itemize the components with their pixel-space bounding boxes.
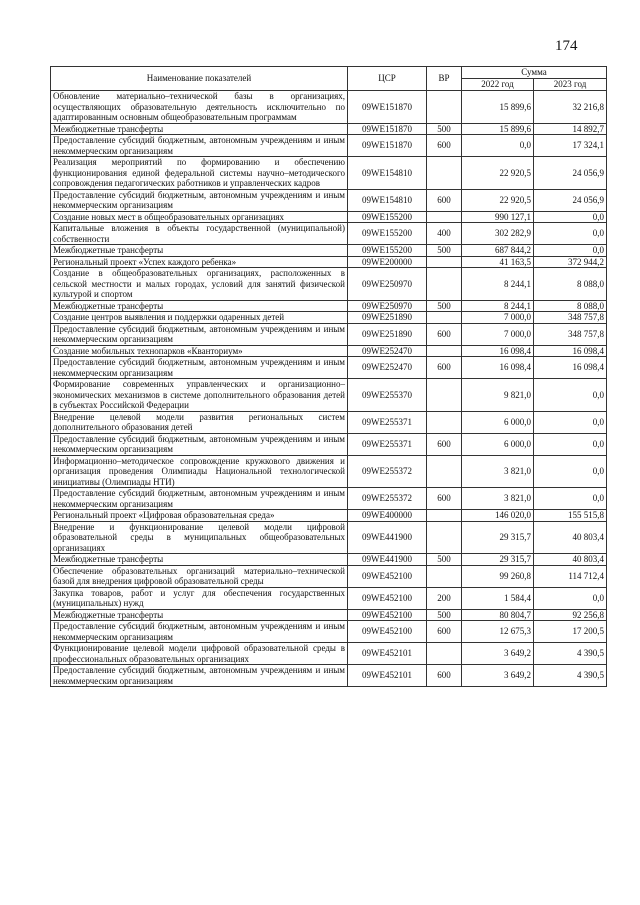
row-csr: 09WE250970 — [348, 300, 427, 312]
header-year-2023: 2023 год — [534, 79, 607, 91]
row-sum-2022: 990 127,1 — [462, 211, 534, 223]
row-name: Предоставление субсидий бюджетным, автономным учреждениям и иным некоммерческим организациям — [51, 323, 348, 345]
row-sum-2022: 1 584,4 — [462, 587, 534, 609]
row-sum-2023: 24 056,9 — [534, 157, 607, 190]
row-sum-2022: 15 899,6 — [462, 123, 534, 135]
row-name: Создание мобильных технопарков «Кванториум» — [51, 345, 348, 357]
row-name: Внедрение целевой модели развития региональных систем дополнительного образования детей — [51, 411, 348, 433]
budget-table — [50, 66, 607, 687]
row-sum-2022: 16 098,4 — [462, 357, 534, 379]
row-sum-2022: 22 920,5 — [462, 157, 534, 190]
row-name: Закупка товаров, работ и услуг для обеспечения государственных (муниципальных) нужд — [51, 587, 348, 609]
row-csr: 09WE252470 — [348, 345, 427, 357]
table-body — [51, 91, 607, 687]
row-sum-2022: 3 821,0 — [462, 455, 534, 488]
row-vr — [427, 312, 462, 324]
row-sum-2023: 0,0 — [534, 587, 607, 609]
row-sum-2023: 0,0 — [534, 245, 607, 257]
row-sum-2022: 16 098,4 — [462, 345, 534, 357]
row-sum-2023: 0,0 — [534, 379, 607, 412]
row-name: Функционирование целевой модели цифровой образовательной среды в профессиональных образовательных организациях — [51, 643, 348, 665]
row-vr — [427, 91, 462, 124]
table-row — [51, 621, 607, 643]
row-csr: 09WE255370 — [348, 379, 427, 412]
row-vr — [427, 565, 462, 587]
row-sum-2022: 3 649,2 — [462, 643, 534, 665]
row-csr: 09WE155200 — [348, 245, 427, 257]
table-row — [51, 189, 607, 211]
row-sum-2023: 16 098,4 — [534, 345, 607, 357]
row-name: Предоставление субсидий бюджетным, автономным учреждениям и иным некоммерческим организациям — [51, 621, 348, 643]
row-csr: 09WE452100 — [348, 621, 427, 643]
table-row — [51, 157, 607, 190]
row-vr: 600 — [427, 135, 462, 157]
row-sum-2023: 114 712,4 — [534, 565, 607, 587]
table-row — [51, 91, 607, 124]
row-sum-2022: 29 315,7 — [462, 554, 534, 566]
row-sum-2023: 0,0 — [534, 455, 607, 488]
row-csr: 09WE441900 — [348, 521, 427, 554]
row-name: Создание центров выявления и поддержки одаренных детей — [51, 312, 348, 324]
row-sum-2023: 372 944,2 — [534, 256, 607, 268]
row-name: Предоставление субсидий бюджетным, автономным учреждениям и иным некоммерческим организациям — [51, 189, 348, 211]
row-vr — [427, 211, 462, 223]
row-csr: 09WE151870 — [348, 135, 427, 157]
table-row — [51, 268, 607, 301]
row-name: Предоставление субсидий бюджетным, автономным учреждениям и иным некоммерческим организациям — [51, 433, 348, 455]
row-csr: 09WE154810 — [348, 189, 427, 211]
header-sum: Сумма — [462, 67, 607, 79]
row-sum-2023: 8 088,0 — [534, 268, 607, 301]
row-vr — [427, 411, 462, 433]
header-year-2022: 2022 год — [462, 79, 534, 91]
row-vr — [427, 455, 462, 488]
row-sum-2023: 32 216,8 — [534, 91, 607, 124]
row-sum-2023: 40 803,4 — [534, 554, 607, 566]
row-vr — [427, 256, 462, 268]
row-sum-2023: 24 056,9 — [534, 189, 607, 211]
table-row — [51, 554, 607, 566]
row-csr: 09WE452100 — [348, 609, 427, 621]
row-csr: 09WE441900 — [348, 554, 427, 566]
row-vr: 600 — [427, 488, 462, 510]
row-vr — [427, 345, 462, 357]
row-csr: 09WE255372 — [348, 455, 427, 488]
row-csr: 09WE400000 — [348, 510, 427, 522]
row-sum-2023: 348 757,8 — [534, 312, 607, 324]
row-sum-2023: 4 390,5 — [534, 643, 607, 665]
row-sum-2022: 9 821,0 — [462, 379, 534, 412]
row-sum-2023: 14 892,7 — [534, 123, 607, 135]
table-row — [51, 323, 607, 345]
row-sum-2023: 0,0 — [534, 411, 607, 433]
row-csr: 09WE200000 — [348, 256, 427, 268]
row-vr — [427, 268, 462, 301]
table-row — [51, 521, 607, 554]
row-name: Внедрение и функционирование целевой модели цифровой образовательной среды в муниципальных общеобразовательных организациях — [51, 521, 348, 554]
row-csr: 09WE151870 — [348, 123, 427, 135]
row-name: Предоставление субсидий бюджетным, автономным учреждениям и иным некоммерческим организациям — [51, 357, 348, 379]
row-sum-2023: 0,0 — [534, 433, 607, 455]
row-csr: 09WE250970 — [348, 268, 427, 301]
table-row — [51, 379, 607, 412]
row-csr: 09WE251890 — [348, 323, 427, 345]
row-name: Обновление материально–технической базы в организациях, осуществляющих образовательную деятельность исключительно по адаптированным основным общеобразовательным программам — [51, 91, 348, 124]
row-sum-2022: 41 163,5 — [462, 256, 534, 268]
row-csr: 09WE151870 — [348, 91, 427, 124]
row-csr: 09WE452101 — [348, 643, 427, 665]
row-sum-2022: 80 804,7 — [462, 609, 534, 621]
row-sum-2023: 4 390,5 — [534, 665, 607, 687]
row-csr: 09WE452100 — [348, 587, 427, 609]
row-csr: 09WE452100 — [348, 565, 427, 587]
row-csr: 09WE251890 — [348, 312, 427, 324]
table-row — [51, 223, 607, 245]
row-sum-2022: 302 282,9 — [462, 223, 534, 245]
row-sum-2022: 7 000,0 — [462, 323, 534, 345]
table-row — [51, 587, 607, 609]
table-row — [51, 211, 607, 223]
row-vr — [427, 157, 462, 190]
row-sum-2022: 12 675,3 — [462, 621, 534, 643]
row-sum-2023: 17 324,1 — [534, 135, 607, 157]
row-sum-2023: 40 803,4 — [534, 521, 607, 554]
row-name: Создание в общеобразовательных организациях, расположенных в сельской местности и малых городах, условий для занятий физической культурой и спортом — [51, 268, 348, 301]
row-name: Предоставление субсидий бюджетным, автономным учреждениям и иным некоммерческим организациям — [51, 135, 348, 157]
row-name: Капитальные вложения в объекты государственной (муниципальной) собственности — [51, 223, 348, 245]
row-sum-2022: 8 244,1 — [462, 300, 534, 312]
row-vr: 200 — [427, 587, 462, 609]
row-sum-2022: 99 260,8 — [462, 565, 534, 587]
row-vr: 500 — [427, 554, 462, 566]
table-row — [51, 135, 607, 157]
row-sum-2022: 146 020,0 — [462, 510, 534, 522]
row-vr — [427, 643, 462, 665]
row-name: Информационно–методическое сопровождение кружкового движения и организация проведения Олимпиады Национальной технологической инициативы (Олимпиады НТИ) — [51, 455, 348, 488]
row-sum-2022: 6 000,0 — [462, 411, 534, 433]
row-name: Формирование современных управленческих и организационно–экономических механизмов в системе дополнительного образования детей в субъектах Российской Федерации — [51, 379, 348, 412]
table-row — [51, 245, 607, 257]
row-sum-2022: 8 244,1 — [462, 268, 534, 301]
row-sum-2023: 155 515,8 — [534, 510, 607, 522]
row-vr: 500 — [427, 609, 462, 621]
row-sum-2023: 0,0 — [534, 211, 607, 223]
row-csr: 09WE155200 — [348, 223, 427, 245]
page-number: 174 — [555, 38, 578, 54]
row-sum-2022: 6 000,0 — [462, 433, 534, 455]
row-vr: 600 — [427, 189, 462, 211]
row-sum-2022: 0,0 — [462, 135, 534, 157]
row-csr: 09WE255371 — [348, 433, 427, 455]
row-sum-2023: 8 088,0 — [534, 300, 607, 312]
table-row — [51, 345, 607, 357]
table-row — [51, 665, 607, 687]
table-row — [51, 488, 607, 510]
row-sum-2023: 348 757,8 — [534, 323, 607, 345]
row-sum-2022: 29 315,7 — [462, 521, 534, 554]
row-csr: 09WE154810 — [348, 157, 427, 190]
row-sum-2022: 22 920,5 — [462, 189, 534, 211]
table-row — [51, 643, 607, 665]
table-row — [51, 609, 607, 621]
row-name: Межбюджетные трансферты — [51, 554, 348, 566]
row-vr — [427, 379, 462, 412]
row-csr: 09WE155200 — [348, 211, 427, 223]
row-sum-2022: 3 821,0 — [462, 488, 534, 510]
header-vr: ВР — [427, 67, 462, 91]
row-name: Предоставление субсидий бюджетным, автономным учреждениям и иным некоммерческим организациям — [51, 488, 348, 510]
row-sum-2023: 92 256,8 — [534, 609, 607, 621]
row-name: Реализация мероприятий по формированию и обеспечению функционирования единой федеральной системы научно–методического сопровождения педагогических работников и управленческих кадров — [51, 157, 348, 190]
row-sum-2023: 0,0 — [534, 488, 607, 510]
row-name: Межбюджетные трансферты — [51, 123, 348, 135]
table-row — [51, 357, 607, 379]
row-sum-2022: 3 649,2 — [462, 665, 534, 687]
row-vr: 600 — [427, 433, 462, 455]
row-name: Межбюджетные трансферты — [51, 609, 348, 621]
row-vr: 500 — [427, 123, 462, 135]
row-vr: 600 — [427, 323, 462, 345]
row-name: Обеспечение образовательных организаций материально–технической базой для внедрения цифровой образовательной среды — [51, 565, 348, 587]
row-csr: 09WE252470 — [348, 357, 427, 379]
row-vr: 600 — [427, 621, 462, 643]
row-vr: 500 — [427, 300, 462, 312]
header-name: Наименование показателей — [51, 67, 348, 91]
table-row — [51, 433, 607, 455]
row-vr — [427, 521, 462, 554]
table-row — [51, 455, 607, 488]
table-row — [51, 300, 607, 312]
row-sum-2022: 7 000,0 — [462, 312, 534, 324]
row-vr: 500 — [427, 245, 462, 257]
row-name: Предоставление субсидий бюджетным, автономным учреждениям и иным некоммерческим организациям — [51, 665, 348, 687]
row-sum-2023: 16 098,4 — [534, 357, 607, 379]
row-name: Региональный проект «Цифровая образовательная среда» — [51, 510, 348, 522]
row-csr: 09WE452101 — [348, 665, 427, 687]
row-sum-2022: 15 899,6 — [462, 91, 534, 124]
table-row — [51, 256, 607, 268]
row-vr: 600 — [427, 357, 462, 379]
header-csr: ЦСР — [348, 67, 427, 91]
row-name: Межбюджетные трансферты — [51, 300, 348, 312]
table-row — [51, 312, 607, 324]
table-row — [51, 510, 607, 522]
row-name: Региональный проект «Успех каждого ребенка» — [51, 256, 348, 268]
row-csr: 09WE255372 — [348, 488, 427, 510]
row-name: Создание новых мест в общеобразовательных организациях — [51, 211, 348, 223]
row-vr — [427, 510, 462, 522]
row-vr: 400 — [427, 223, 462, 245]
row-sum-2023: 0,0 — [534, 223, 607, 245]
table-row — [51, 411, 607, 433]
row-sum-2022: 687 844,2 — [462, 245, 534, 257]
table-row — [51, 565, 607, 587]
row-vr: 600 — [427, 665, 462, 687]
row-csr: 09WE255371 — [348, 411, 427, 433]
row-sum-2023: 17 200,5 — [534, 621, 607, 643]
row-name: Межбюджетные трансферты — [51, 245, 348, 257]
table-row — [51, 123, 607, 135]
